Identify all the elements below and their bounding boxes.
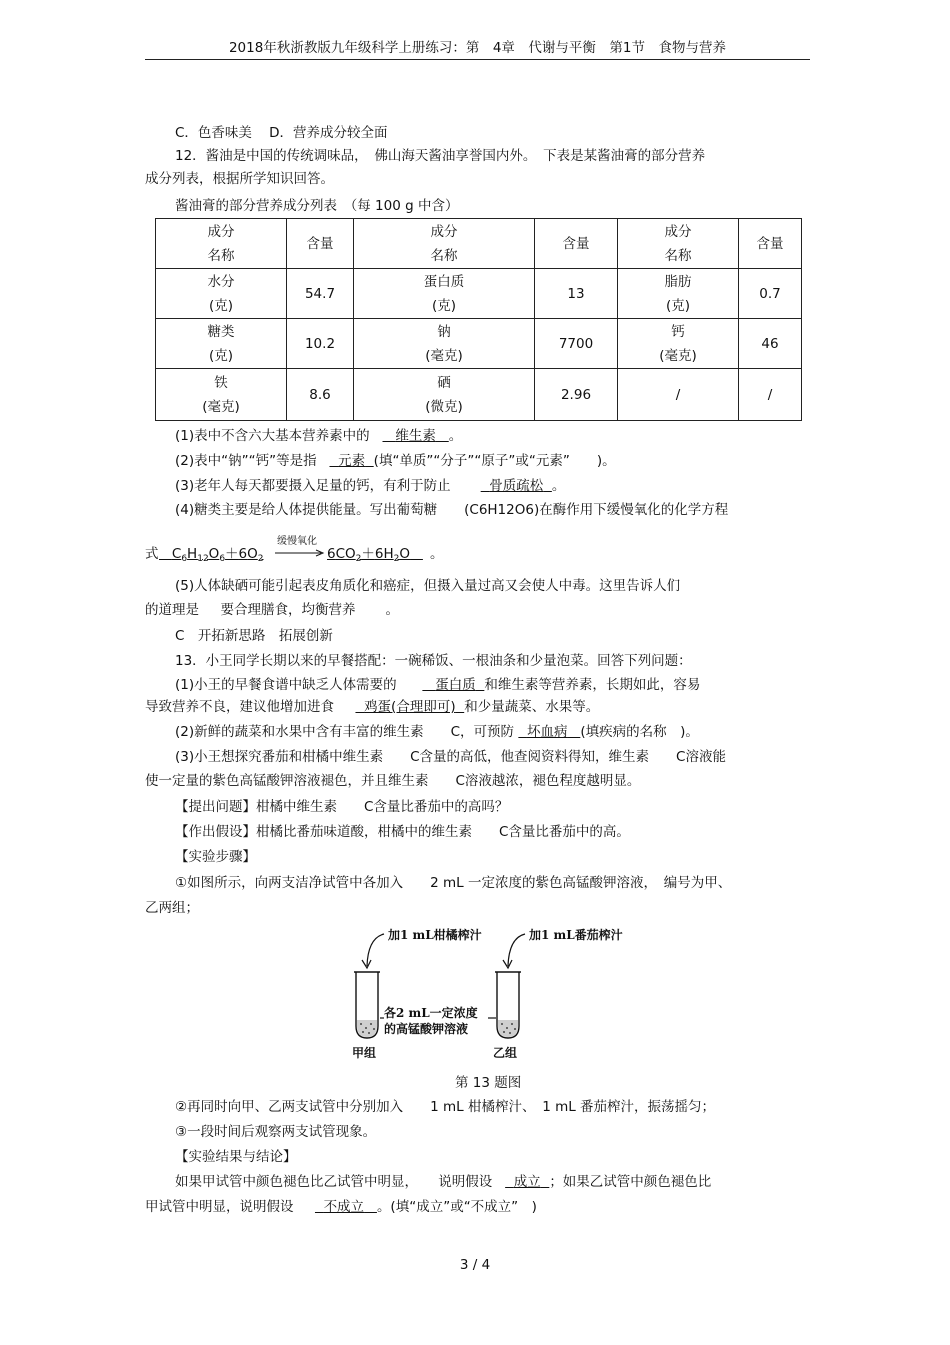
q11-option-d: D．营养成分较全面 [269,125,388,141]
header-name-line1: 成分 [664,223,692,240]
q13-part1-line1 [175,675,700,695]
name-cell [156,369,287,421]
name-cell: / [618,369,739,421]
q12-p3-answer [481,478,552,494]
reaction-arrow-icon [275,545,325,553]
q11-option-c: C．色香味美 [175,125,252,141]
value-cell: / [739,369,802,421]
q13-result-line2 [145,1197,537,1217]
name-cell [156,319,287,369]
value-cell: 0.7 [739,269,802,319]
q12-p1-text: (1)表中不含六大基本营养素中的 [175,428,370,444]
header-name-line1: 成分 [207,223,235,240]
page-number: 3 / 4 [459,1257,491,1273]
answer-text: 骨质疏松 [489,478,544,494]
q13-p1b-answer [355,699,464,715]
q12-p5-end: 。 [385,602,400,618]
section-c-title: C 开拓新思路 拓展创新 [175,628,333,644]
reaction-condition: 缓慢氧化 [277,536,317,547]
test-tube-a-icon [354,972,380,1038]
value-cell: 46 [739,319,802,369]
q13-p2-end: (填疾病的名称 )。 [580,724,699,740]
table-row [156,369,802,421]
q12-part5-line1: (5)人体缺硒可能引起表皮角质化和癌症，但摄入量过高又会使人中毒。这里告诉人们 [175,578,681,594]
nutrient-name: 糖类 [207,323,235,340]
q13-p1-end: 和维生素等营养素，长期如此，容易 [484,677,701,693]
q13-r2-end: 。(填“成立”或“不成立” ) [376,1199,537,1215]
value-cell: 10.2 [287,319,354,369]
nutrient-name: 蛋白质 [423,273,465,290]
figure-label-add-tomato: 加1 mL番茄榨汁 [529,928,623,942]
q13-p1-answer [422,677,484,693]
answer-text: 鸡蛋(合理即可) [364,699,456,715]
q12-p5-answer: 要合理膳食，均衡营养 [220,602,356,618]
q13-part3-line1: (3)小王想探究番茄和柑橘中维生素 C含量的高低，他查阅资料得知，维生素 C溶液能 [175,749,726,765]
header-amount-cell: 含量 [287,219,354,269]
nutrient-name: 钙 [671,323,685,340]
figure-label-solution-1: 各2 mL一定浓度 [384,1006,478,1020]
arrow-to-tube-a-icon [367,934,384,966]
answer-text: 坏血病 [526,724,568,740]
value-cell: 8.6 [287,369,354,421]
nutrient-name: 钠 [437,323,451,340]
header-name-cell [156,219,287,269]
q12-intro-line1: 12．酱油是中国的传统调味品， 佛山海天酱油享誉国内外。 下表是某酱油膏的部分营养 [175,148,706,164]
nutrient-unit: (微克) [425,398,463,415]
test-tube-figure [340,920,640,1060]
q12-p2-text: (2)表中“钠”“钙”等是指 [175,453,317,469]
q12-p2-end: (填“单质”“分子”“原子”或“元素” )。 [373,453,616,469]
q12-p1-end: 。 [448,428,463,444]
q13-step3: ③一段时间后观察两支试管现象。 [175,1124,377,1140]
q13-steps-title: 【实验步骤】 [175,849,256,865]
nutrient-unit: (克) [208,297,234,314]
q13-step1-line2: 乙两组； [145,900,199,916]
q13-part2 [175,722,699,742]
answer-text: 元素 [338,453,366,469]
q12-part3 [175,476,565,496]
table-caption: 酱油膏的部分营养成分列表 （每 100 g 中含） [175,198,459,214]
answer-text: 维生素 [395,428,436,444]
answer-text: 不成立 [323,1199,365,1215]
q12-p5-text: 的道理是 [145,602,199,618]
q12-p2-answer [329,453,373,469]
header-name-line2: 名称 [207,247,235,264]
header-name-cell [618,219,739,269]
q13-p2-text: (2)新鲜的蔬菜和水果中含有丰富的维生素 C，可预防 [175,724,515,740]
nutrient-unit: (克) [431,297,457,314]
q13-hypothesis: 【作出假设】柑橘比番茄味道酸，柑橘中的维生素 C含量比番茄中的高。 [175,824,630,840]
header-name-line2: 名称 [664,247,692,264]
header-name-line2: 名称 [430,247,458,264]
equation-end: 。 [430,546,444,562]
header-name-line1: 成分 [430,223,458,240]
q13-p2-answer [518,724,580,740]
reactants-text: $C_6H_{12}O_6+6O_2$ [171,546,264,564]
value-cell: 7700 [535,319,618,369]
q13-question: 【提出问题】柑橘中维生素 C含量比番茄中的高吗？ [175,799,509,815]
nutrient-unit: (毫克) [202,398,240,415]
value-cell: 13 [535,269,618,319]
q12-p1-answer [383,428,449,444]
q12-part4-line1: (4)糖类主要是给人体提供能量。写出葡萄糖 (C6H12O6)在酶作用下缓慢氧化的化学方程 [175,502,729,518]
q12-part2 [175,451,616,471]
nutrition-table [155,218,802,421]
q13-p1-text: (1)小王的早餐食谱中缺乏人体需要的 [175,677,397,693]
q12-part5-line2 [145,600,399,620]
value-cell: 2.96 [535,369,618,421]
header-name-cell [354,219,535,269]
name-cell [354,319,535,369]
name-cell [156,269,287,319]
equation-reactants [159,542,264,564]
nutrient-name: 脂肪 [664,273,692,290]
q13-step2: ②再同时向甲、乙两支试管中分别加入 1 mL 柑橘榨汁、 1 mL 番茄榨汁，振荡摇匀； [175,1099,716,1115]
name-cell [618,319,739,369]
q13-step1-line1: ①如图所示，向两支洁净试管中各加入 2 mL 一定浓度的紫色高锰酸钾溶液， 编号为甲、 [175,875,732,891]
value-cell: 54.7 [287,269,354,319]
q13-part1-line2 [145,697,599,717]
test-tube-b-icon [495,972,521,1038]
figure-label-add-orange: 加1 mL柑橘榨汁 [388,928,482,942]
nutrient-unit: (毫克) [659,347,697,364]
products-text: $6CO_2+6H_2O$ [327,546,411,564]
equation-products [327,542,423,564]
q12-p3-end: 。 [551,478,566,494]
q13-r2-text: 甲试管中明显，说明假设 [145,1199,294,1215]
table-row [156,319,802,369]
q11-options [175,123,388,143]
q13-results-title: 【实验结果与结论】 [175,1149,297,1165]
q13-intro: 13．小王同学长期以来的早餐搭配：一碗稀饭、一根油条和少量泡菜。回答下列问题： [175,653,692,669]
q12-p3-text: (3)老年人每天都要摄入足量的钙，有利于防止 [175,478,451,494]
nutrient-name: 铁 [214,374,228,391]
nutrient-unit: (克) [665,297,691,314]
header-amount-cell: 含量 [535,219,618,269]
name-cell [354,369,535,421]
table-header-row [156,219,802,269]
name-cell [354,269,535,319]
table-row [156,269,802,319]
arrow-to-tube-b-icon [508,934,525,966]
header-amount-cell: 含量 [739,219,802,269]
answer-text: 成立 [513,1174,541,1190]
nutrient-name: 硒 [437,374,451,391]
q13-r1-end: ；如果乙试管中颜色褪色比 [549,1174,712,1190]
figure-label-group-b: 乙组 [493,1046,518,1060]
figure-caption: 第 13 题图 [455,1075,522,1091]
nutrient-unit: (克) [208,347,234,364]
answer-text: 蛋白质 [435,677,476,693]
q13-part3-line2: 使一定量的紫色高锰酸钾溶液褪色，并且维生素 C溶液越浓，褪色程度越明显。 [145,773,641,789]
q13-p1b-text: 导致营养不良，建议他增加进食 [145,699,334,715]
figure-label-solution-2: 的高锰酸钾溶液 [384,1022,469,1036]
q12-part1 [175,426,462,446]
name-cell [618,269,739,319]
q12-intro-line2: 成分列表，根据所学知识回答。 [145,171,334,187]
nutrient-name: 水分 [207,273,235,290]
nutrient-unit: (毫克) [425,347,463,364]
q13-r1-text: 如果甲试管中颜色褪色比乙试管中明显， 说明假设 [175,1174,493,1190]
q13-p1b-end: 和少量蔬菜、水果等。 [464,699,600,715]
q13-r2-answer [315,1199,377,1215]
equation-prefix: 式 [145,546,159,562]
figure-label-group-a: 甲组 [352,1046,377,1060]
q13-result-line1 [175,1172,711,1192]
page-header: 2018年秋浙教版九年级科学上册练习：第 4章 代谢与平衡 第1节 食物与营养 [145,36,810,60]
q13-r1-answer [505,1174,549,1190]
